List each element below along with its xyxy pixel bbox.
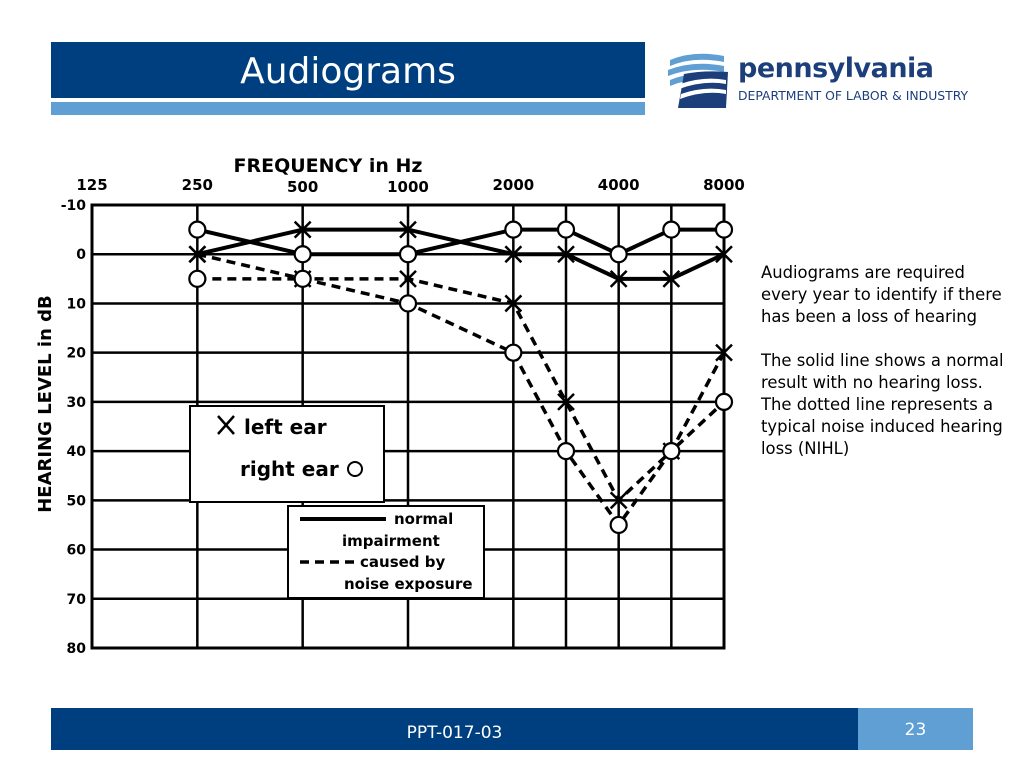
data-point-o-marker xyxy=(295,271,311,287)
data-point-o-marker xyxy=(663,222,679,238)
legend-markers-box xyxy=(190,406,384,502)
data-point-o-marker xyxy=(716,394,732,410)
footer-bar xyxy=(51,708,858,750)
data-point-o-marker xyxy=(189,222,205,238)
data-point-o-marker xyxy=(611,246,627,262)
title-bar xyxy=(51,42,645,98)
data-point-o-marker xyxy=(558,443,574,459)
keystone-flag-icon xyxy=(664,44,734,114)
y-tick-labels xyxy=(61,198,87,657)
data-point-o-marker xyxy=(505,345,521,361)
y-tick-label: 80 xyxy=(66,641,86,657)
logo-department: DEPARTMENT OF LABOR & INDUSTRY xyxy=(738,88,969,103)
page-number-box xyxy=(858,708,973,750)
data-point-o-marker xyxy=(505,222,521,238)
data-point-o-marker xyxy=(716,222,732,238)
y-tick-label: 30 xyxy=(66,394,86,411)
x-tick-label: 4000 xyxy=(597,176,640,194)
legend-left-ear: left ear xyxy=(244,415,327,439)
series-line-solid-right-ear xyxy=(197,230,724,255)
y-axis-label: HEARING LEVEL in dB xyxy=(35,295,56,513)
notes-text xyxy=(761,262,1006,482)
logo-wordmark: pennsylvania xyxy=(738,53,934,84)
y-tick-label: -10 xyxy=(60,198,86,214)
y-tick-label: 40 xyxy=(66,444,86,461)
legend-o-icon xyxy=(348,462,362,476)
y-tick-label: 60 xyxy=(66,542,86,559)
title-underline xyxy=(51,102,645,115)
x-tick-label: 1000 xyxy=(387,178,429,196)
data-point-o-marker xyxy=(611,517,627,533)
legend-lines-box xyxy=(288,506,484,598)
audiogram-svg xyxy=(22,148,745,668)
y-tick-label: 20 xyxy=(66,345,86,362)
page-number: 23 xyxy=(904,720,927,740)
data-point-o-marker xyxy=(663,443,679,459)
y-tick-label: 0 xyxy=(76,247,86,264)
chart-title: FREQUENCY in Hz xyxy=(233,155,423,177)
x-tick-label: 500 xyxy=(287,178,319,196)
x-tick-label: 125 xyxy=(76,176,108,194)
y-tick-label: 70 xyxy=(66,591,86,608)
footer-code: PPT-017-03 xyxy=(406,723,503,743)
x-tick-label: 8000 xyxy=(703,176,745,194)
data-point-o-marker xyxy=(400,246,416,262)
y-tick-label: 10 xyxy=(66,296,86,313)
x-tick-label: 2000 xyxy=(492,176,535,194)
pa-labor-logo xyxy=(664,44,1004,114)
data-point-o-marker xyxy=(558,222,574,238)
y-tick-label: 50 xyxy=(66,493,86,510)
legend-caused-by: caused by xyxy=(360,553,446,571)
notes-paragraph-1: Audiograms are required every year to identify if there has been a loss of hearing xyxy=(761,263,1002,326)
legend-noise-exposure: noise exposure xyxy=(344,575,473,593)
data-point-o-marker xyxy=(189,271,205,287)
slide-title: Audiograms xyxy=(240,51,456,92)
audiogram-chart xyxy=(22,148,745,668)
legend-normal: normal xyxy=(394,510,454,528)
x-tick-label: 250 xyxy=(181,176,213,194)
legend-right-ear: right ear xyxy=(240,457,339,481)
data-point-o-marker xyxy=(400,295,416,311)
notes-paragraph-2: The solid line shows a normal result with no hearing loss. The dotted line represents a typical noise induced hearing loss (NIHL) xyxy=(761,351,1004,458)
data-point-o-marker xyxy=(295,246,311,262)
x-tick-labels xyxy=(76,176,745,196)
legend-impairment: impairment xyxy=(342,532,440,550)
